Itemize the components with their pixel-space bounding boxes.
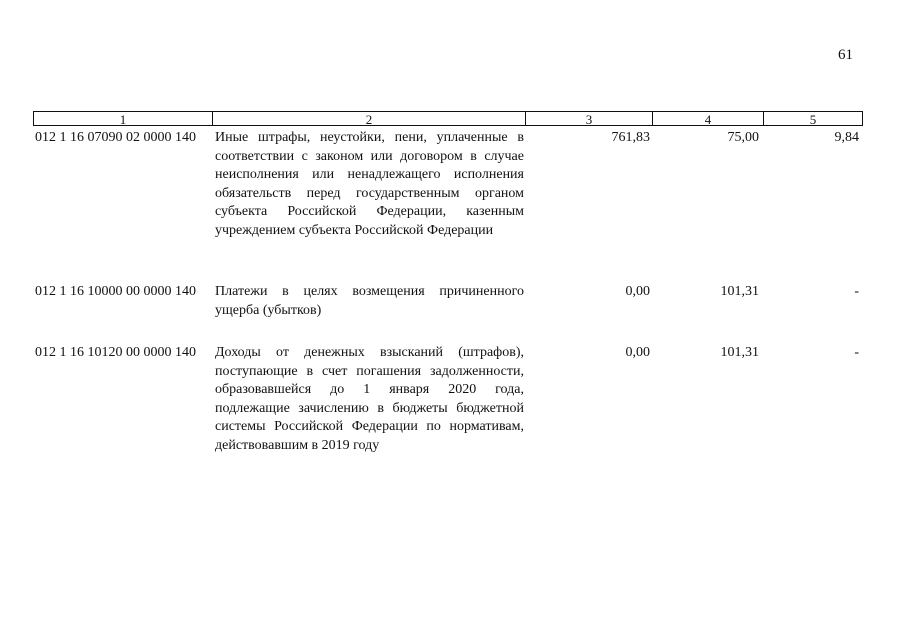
value-col-4: 75,00 bbox=[727, 130, 759, 145]
value-col-4: 101,31 bbox=[720, 284, 759, 299]
value-col-5: - bbox=[854, 345, 859, 360]
value-col-3: 0,00 bbox=[625, 345, 650, 360]
header-col-2: 2 bbox=[213, 112, 526, 125]
value-col-5: - bbox=[854, 284, 859, 299]
budget-code: 012 1 16 10000 00 0000 140 bbox=[35, 284, 196, 299]
table-header bbox=[33, 111, 863, 126]
value-col-5: 9,84 bbox=[834, 130, 859, 145]
value-col-3: 0,00 bbox=[625, 284, 650, 299]
header-col-5: 5 bbox=[809, 112, 817, 127]
income-description: Платежи в целях возмещения причиненного ущерба (убытков) bbox=[215, 284, 524, 318]
value-col-3: 761,83 bbox=[611, 130, 650, 145]
income-description: Доходы от денежных взысканий (штрафов), поступающие в счет погашения задолженности, образовавшейся до 1 января 2020 года, подлежащие зачислению в бюджеты бюджетной системы Российской Федерации по нормативам, действовавшим в 2019 году bbox=[215, 345, 524, 453]
header-col-3: 3 bbox=[526, 112, 653, 125]
budget-code: 012 1 16 07090 02 0000 140 bbox=[35, 130, 196, 145]
header-col-4: 4 bbox=[653, 112, 764, 125]
budget-code: 012 1 16 10120 00 0000 140 bbox=[35, 345, 196, 360]
value-col-4: 101,31 bbox=[720, 345, 759, 360]
header-col-1: 1 bbox=[34, 112, 213, 125]
income-description: Иные штрафы, неустойки, пени, уплаченные в соответствии с законом или договором в случае неисполнения или ненадлежащего исполнения обязательств перед государственным органом субъекта Российской Федерации, казенным учреждением субъекта Российской Федерации bbox=[215, 130, 524, 238]
page-number: 61 bbox=[838, 47, 853, 63]
